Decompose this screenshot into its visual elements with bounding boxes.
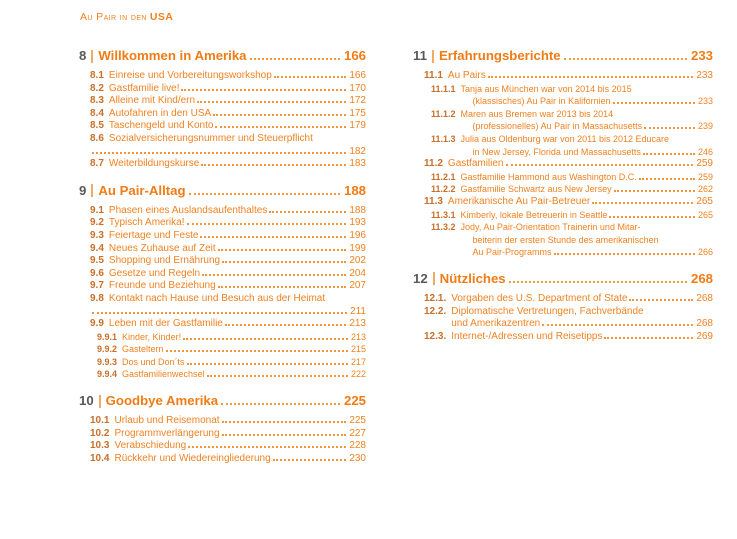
entry-title: Jody, Au Pair-Orientation Trainerin und Mitar- <box>460 222 641 233</box>
entry-line <box>122 368 366 381</box>
entry-title: Freunde und Beziehung <box>108 280 216 292</box>
toc-entry <box>431 83 713 108</box>
entry-page-number: 246 <box>697 146 713 157</box>
chapter-number: 10 <box>79 393 94 409</box>
toc-entry <box>424 331 713 344</box>
entry-line <box>109 205 366 218</box>
dot-leader <box>166 350 348 352</box>
toc-entry <box>90 70 366 83</box>
entry-title: Julia aus Oldenburg war von 2011 bis 2012 Educare <box>460 133 669 144</box>
dot-leader <box>614 190 695 192</box>
chapter-number: 8 <box>79 48 87 63</box>
chapter-heading <box>413 48 713 64</box>
entry-title: Vorgaben des U.S. Department of State <box>451 292 628 304</box>
entry-line <box>448 70 713 83</box>
dot-leader <box>218 249 347 251</box>
dot-leader <box>218 286 347 288</box>
entry-number: 10.2 <box>90 427 110 439</box>
entry-number: 11.2.1 <box>431 171 456 182</box>
dot-leader <box>613 102 695 104</box>
entry-page-number: 262 <box>697 184 713 195</box>
entry-title: Internet-/Adressen und Reisetipps <box>451 330 603 342</box>
entry-page-number: 179 <box>349 120 366 132</box>
entry-number: 9.1 <box>90 204 104 216</box>
dot-leader <box>92 312 347 314</box>
entry-number: 12.1. <box>424 292 447 304</box>
entry-line <box>114 440 366 453</box>
entry-leader-line <box>90 306 366 319</box>
entry-line <box>461 95 713 108</box>
entry-line <box>461 246 713 259</box>
entry-title: Einreise und Vorbereitungsworkshop <box>108 70 272 81</box>
entry-page-number: 269 <box>696 330 713 342</box>
entry-number: 11.3 <box>424 195 443 207</box>
chapter-heading <box>79 48 366 64</box>
toc-entry <box>90 453 366 466</box>
entry-line <box>109 293 366 306</box>
entry-line <box>461 83 713 96</box>
entry-page-number: 204 <box>349 267 366 279</box>
dot-leader <box>201 164 346 166</box>
entry-page-number: 265 <box>697 209 713 220</box>
entry-line <box>114 453 366 466</box>
entry-number: 8.7 <box>90 158 104 170</box>
dot-leader <box>222 434 347 436</box>
entry-title: Autofahren in den USA <box>108 107 212 119</box>
entry-number: 9.9 <box>90 318 104 330</box>
entry-title: Weiterbildungskurse <box>108 158 200 170</box>
entry-page-number: 213 <box>349 318 366 330</box>
entry-number: 10.3 <box>90 440 110 452</box>
entry-page-number: 225 <box>349 415 366 427</box>
entry-line <box>109 280 366 293</box>
dot-leader <box>213 114 346 116</box>
chapter-pipe-divider <box>432 50 434 63</box>
toc-entry <box>431 133 713 158</box>
entry-number: 12.2. <box>424 305 447 317</box>
toc-entry <box>90 415 366 428</box>
dot-leader <box>187 363 348 365</box>
entry-line <box>461 221 713 234</box>
toc-entry <box>90 293 366 318</box>
chapter-heading <box>413 271 713 287</box>
toc-entry <box>431 183 713 196</box>
dot-leader <box>250 58 340 60</box>
entry-line <box>448 196 713 209</box>
chapter-number: 12 <box>413 270 428 286</box>
dot-leader <box>215 126 346 128</box>
entry-title: Gastfamilie live! <box>108 82 180 94</box>
dot-leader <box>189 193 340 195</box>
entry-line <box>109 83 366 96</box>
entry-number: 9.3 <box>90 229 104 241</box>
chapter-block <box>413 48 713 259</box>
running-head <box>80 11 173 23</box>
entry-title: Feiertage und Feste <box>108 229 199 241</box>
dot-leader <box>643 153 695 155</box>
entry-line <box>461 209 713 222</box>
toc-entry <box>424 293 713 306</box>
entry-number: 9.5 <box>90 255 104 267</box>
entry-title: Phasen eines Auslandsaufenthaltes <box>108 204 268 216</box>
chapter-pipe-divider <box>99 395 101 408</box>
dot-leader <box>222 421 347 423</box>
entry-line <box>109 230 366 243</box>
toc-entry <box>424 196 713 209</box>
entry-page-number: 211 <box>350 305 366 317</box>
entry-title: Kinder, Kinder! <box>122 331 182 342</box>
entry-page-number: 182 <box>349 145 366 157</box>
entry-number: 11.3.2 <box>431 222 456 233</box>
dot-leader <box>207 375 348 377</box>
dot-leader <box>609 216 695 218</box>
entry-page-number: 183 <box>349 158 366 170</box>
toc-entry <box>90 243 366 256</box>
entry-title: Typisch Amerika! <box>108 217 185 229</box>
entry-title: Rückkehr und Wiedereingliederung <box>114 452 271 464</box>
entry-page-number: 266 <box>697 247 713 258</box>
entry-title: Urlaub und Reisemonat <box>114 415 220 427</box>
chapter-block <box>79 183 366 381</box>
entry-line <box>122 331 366 344</box>
toc-entry <box>90 95 366 108</box>
entry-page-number: 227 <box>349 427 366 439</box>
chapter-heading <box>79 393 366 409</box>
toc-entry <box>90 280 366 293</box>
entry-title: Alleine mit Kind/ern <box>108 95 196 107</box>
dot-leader <box>639 178 695 180</box>
entry-page-number: 233 <box>697 96 713 107</box>
entry-title: Gesetze und Regeln <box>108 267 201 279</box>
entry-number: 8.4 <box>90 107 104 119</box>
entry-line <box>122 343 366 356</box>
entry-number: 9.2 <box>90 217 104 229</box>
dot-leader <box>592 202 693 204</box>
entry-line <box>461 171 713 184</box>
toc-entry <box>97 331 366 344</box>
entry-line <box>461 234 713 247</box>
entry-page-number: 259 <box>697 171 713 182</box>
entry-number: 9.9.1 <box>97 331 118 342</box>
dot-leader <box>604 337 693 339</box>
toc-entry <box>90 158 366 171</box>
entry-title: Dos und Don´ts <box>122 356 185 367</box>
entry-page-number: 215 <box>350 344 366 355</box>
dot-leader <box>273 459 347 461</box>
entry-title: beiterin der ersten Stunde des amerikanischen <box>472 234 659 245</box>
entry-title: Neues Zuhause auf Zeit <box>108 242 216 254</box>
entry-line <box>451 318 713 331</box>
chapter-page-number: 225 <box>343 393 366 409</box>
entry-page-number: 196 <box>349 229 366 241</box>
entry-number: 10.1 <box>90 415 110 427</box>
entry-line <box>461 183 713 196</box>
entry-number: 11.2 <box>424 158 443 170</box>
entry-number: 9.9.4 <box>97 369 118 380</box>
toc-entry <box>431 221 713 259</box>
chapter-title: Erfahrungsberichte <box>438 48 561 63</box>
entry-title: und Amerikazentren <box>451 318 541 330</box>
entry-title: Au Pairs <box>447 70 486 81</box>
entry-number: 8.3 <box>90 95 104 107</box>
entry-line <box>109 133 366 146</box>
entry-page-number: 217 <box>350 356 366 367</box>
entry-title: Au Pair-Programms <box>472 247 552 258</box>
toc-entry <box>90 217 366 230</box>
entry-page-number: 228 <box>349 440 366 452</box>
entry-line <box>109 108 366 121</box>
dot-leader <box>221 403 340 405</box>
entry-page-number: 199 <box>349 242 366 254</box>
toc-entry <box>90 133 366 158</box>
toc-entry <box>97 356 366 369</box>
entry-title: Gasteltern <box>122 344 164 355</box>
entry-line <box>461 108 713 121</box>
entry-page-number: 188 <box>349 204 366 216</box>
entry-title: Gastfamilie Schwartz aus New Jersey <box>460 184 612 195</box>
entry-leader-line <box>90 146 366 159</box>
entry-number: 11.1.3 <box>431 133 456 144</box>
toc-entry <box>431 108 713 133</box>
dot-leader <box>554 253 695 255</box>
entry-line <box>461 146 713 159</box>
chapter-page-number: 188 <box>343 182 366 198</box>
toc-entry <box>90 83 366 96</box>
dot-leader <box>644 127 695 129</box>
entry-title: Taschengeld und Konto <box>108 120 214 132</box>
chapter-block <box>413 271 713 343</box>
toc-entry <box>97 343 366 356</box>
chapter-block <box>79 48 366 171</box>
entry-title: Verabschiedung <box>114 440 187 452</box>
dot-leader <box>225 324 346 326</box>
entry-title: Diplomatische Vertretungen, Fachverbände <box>451 305 644 317</box>
entry-page-number: 259 <box>696 158 713 170</box>
entry-number: 9.6 <box>90 267 104 279</box>
entry-title: Leben mit der Gastfamilie <box>108 318 223 330</box>
chapter-title: Goodbye Amerika <box>105 393 219 409</box>
entry-line <box>109 95 366 108</box>
entry-title: Sozialversicherungsnummer und Steuerpflicht <box>108 132 313 144</box>
entry-line <box>109 243 366 256</box>
dot-leader <box>488 76 694 78</box>
dot-leader <box>506 164 694 166</box>
entry-page-number: 193 <box>349 217 366 229</box>
entry-title: Amerikanische Au Pair-Betreuer <box>447 195 591 207</box>
chapter-page-number: 268 <box>690 270 713 286</box>
entry-number: 9.8 <box>90 292 104 304</box>
entry-line <box>109 158 366 171</box>
dot-leader <box>629 299 693 301</box>
chapter-page-number: 166 <box>343 48 366 63</box>
toc-entry <box>424 306 713 331</box>
entry-number: 8.6 <box>90 132 104 144</box>
dot-leader <box>183 338 348 340</box>
dot-leader <box>187 223 347 225</box>
entry-page-number: 222 <box>350 369 366 380</box>
toc-entry <box>90 440 366 453</box>
entry-line <box>451 306 713 319</box>
entry-page-number: 265 <box>696 195 713 207</box>
dot-leader <box>509 281 687 283</box>
entry-number: 12.3. <box>424 330 447 342</box>
chapter-heading <box>79 183 366 199</box>
entry-line <box>448 158 713 171</box>
entry-title: Gastfamilienwechsel <box>122 369 205 380</box>
entry-page-number: 268 <box>696 318 713 330</box>
entry-page-number: 175 <box>349 107 366 119</box>
chapter-number: 11 <box>413 48 427 63</box>
entry-title: Kontakt nach Hause und Besuch aus der Heimat <box>108 292 326 304</box>
entry-number: 9.4 <box>90 242 104 254</box>
dot-leader <box>269 211 346 213</box>
entry-number: 9.9.3 <box>97 356 118 367</box>
running-head-bold: USA <box>149 11 174 23</box>
toc-entry <box>97 368 366 381</box>
chapter-pipe-divider <box>91 50 93 63</box>
toc-entry <box>90 205 366 218</box>
chapter-page-number: 233 <box>690 48 713 63</box>
chapter-pipe-divider <box>433 272 435 285</box>
entry-title: Gastfamilien <box>447 158 504 170</box>
entry-number: 8.5 <box>90 120 104 132</box>
toc-column-right <box>413 48 713 355</box>
running-head-text: Au Pair in den <box>80 11 147 23</box>
toc-entry <box>90 318 366 331</box>
entry-page-number: 166 <box>349 70 366 81</box>
dot-leader <box>202 274 346 276</box>
entry-number: 9.7 <box>90 280 104 292</box>
entry-number: 11.2.2 <box>431 184 456 195</box>
entry-title: (professionelles) Au Pair in Massachusetts <box>472 121 643 132</box>
dot-leader <box>542 324 693 326</box>
entry-number: 11.1 <box>424 70 443 81</box>
entry-page-number: 213 <box>350 331 366 342</box>
dot-leader <box>222 261 346 263</box>
dot-leader <box>188 446 346 448</box>
entry-number: 11.1.2 <box>431 108 456 119</box>
entry-line <box>109 255 366 268</box>
chapter-title: Au Pair-Alltag <box>98 182 186 198</box>
toc-entry <box>90 255 366 268</box>
entry-title: Gastfamilie Hammond aus Washington D.C. <box>460 171 637 182</box>
entry-line <box>461 120 713 133</box>
chapter-block <box>79 393 366 465</box>
entry-line <box>451 331 713 344</box>
dot-leader <box>181 89 346 91</box>
dot-leader <box>274 76 347 78</box>
entry-number: 10.4 <box>90 452 110 464</box>
entry-number: 9.9.2 <box>97 344 118 355</box>
entry-line <box>451 293 713 306</box>
toc-entry <box>431 171 713 184</box>
toc-entry <box>431 209 713 222</box>
entry-page-number: 170 <box>349 82 366 94</box>
entry-title: Tanja aus München war von 2014 bis 2015 <box>460 83 632 94</box>
chapter-title: Nützliches <box>439 270 506 286</box>
toc-entry <box>90 108 366 121</box>
dot-leader <box>200 236 346 238</box>
dot-leader <box>564 58 687 60</box>
toc-entry <box>90 230 366 243</box>
entry-page-number: 172 <box>349 95 366 107</box>
toc-entry <box>90 120 366 133</box>
toc-entry <box>424 70 713 83</box>
entry-page-number: 207 <box>349 280 366 292</box>
entry-title: (klassisches) Au Pair in Kalifornien <box>472 96 611 107</box>
entry-number: 11.1.1 <box>431 83 456 94</box>
dot-leader <box>197 101 346 103</box>
entry-line <box>122 356 366 369</box>
entry-title: Programmverlängerung <box>114 427 220 439</box>
toc-entry <box>90 268 366 281</box>
entry-line <box>109 120 366 133</box>
entry-line <box>109 268 366 281</box>
entry-page-number: 239 <box>697 121 713 132</box>
entry-title: Shopping und Ernährung <box>108 255 221 267</box>
entry-line <box>109 70 366 83</box>
entry-line <box>109 318 366 331</box>
entry-page-number: 268 <box>696 292 713 304</box>
entry-page-number: 233 <box>696 70 713 81</box>
chapter-title: Willkommen in Amerika <box>98 48 247 63</box>
entry-page-number: 202 <box>349 255 366 267</box>
entry-page-number: 230 <box>349 452 366 464</box>
chapter-number: 9 <box>79 182 87 198</box>
entry-title: Kimberly, lokale Betreuerin in Seattle <box>460 209 608 220</box>
chapter-pipe-divider <box>91 184 93 197</box>
entry-line <box>114 415 366 428</box>
entry-number: 11.3.1 <box>431 209 456 220</box>
entry-title: Maren aus Bremen war 2013 bis 2014 <box>460 108 614 119</box>
entry-line <box>461 133 713 146</box>
toc-column-left <box>79 48 366 477</box>
entry-line <box>114 428 366 441</box>
dot-leader <box>92 152 346 154</box>
entry-number: 8.2 <box>90 82 104 94</box>
entry-line <box>109 217 366 230</box>
entry-title: in New Jersey, Florida und Massachusetts <box>472 146 641 157</box>
toc-entry <box>90 428 366 441</box>
entry-number: 8.1 <box>90 70 104 81</box>
toc-entry <box>424 158 713 171</box>
